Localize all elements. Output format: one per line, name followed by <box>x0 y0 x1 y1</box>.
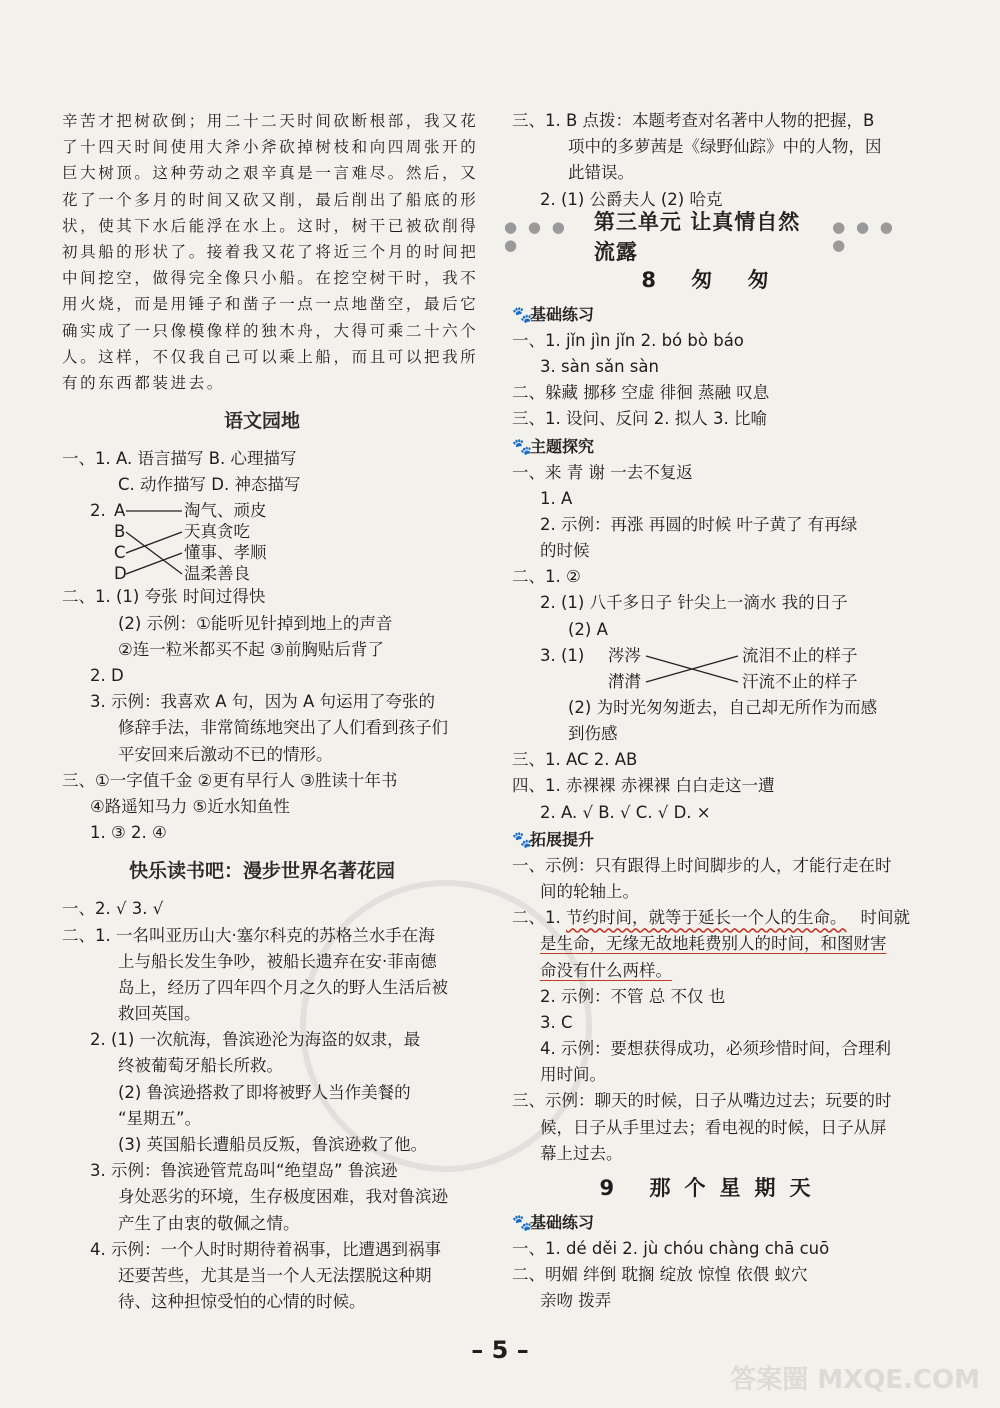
text-line: 状，使其下水后能浮在水上。这时，树干已被砍削得 <box>62 216 479 235</box>
question-number: 3. (1) <box>540 645 585 665</box>
answer-line: 幕上过去。 <box>540 1143 623 1163</box>
underlined-answer: 节约时间，就等于延长一个人的生命。 <box>566 908 847 928</box>
answer-line: 二、1. (1) 夸张 时间过得快 <box>62 587 266 607</box>
answer-line: 3. 示例：鲁滨逊管荒岛叫“绝望岛” 鲁滨逊 <box>90 1161 398 1181</box>
match-option: 天真贪吃 <box>184 522 250 542</box>
text-line: 人。这样，不仅我自己可以乘上船，而且可以把我所 <box>62 347 479 366</box>
match-letter: A <box>114 501 126 521</box>
match-letter: B <box>114 522 126 542</box>
answer-line: 三、1. AC 2. AB <box>512 750 638 770</box>
answer-line: 4. 示例：一个人时时期待着祸事，比遭遇到祸事 <box>90 1239 441 1259</box>
answer-line: 2. 示例：再涨 再圆的时候 叶子黄了 有再绿 <box>540 514 858 534</box>
answer-line: 1. ③ 2. ④ <box>90 823 167 843</box>
match-letter: C <box>114 543 126 563</box>
answer-line: 3. 示例：我喜欢 A 句，因为 A 句运用了夸张的 <box>90 692 436 712</box>
answer-line: 一、2. √ 3. √ <box>62 899 164 919</box>
answer-line: 4. 示例：要想获得成功，必须珍惜时间，合理利 <box>540 1039 891 1059</box>
matching-exercise <box>512 643 912 695</box>
answer-line: 此错误。 <box>568 163 634 183</box>
answer-line <box>512 958 912 984</box>
answer-line: 候，日子从手里过去；看电视的时候，日子从屏 <box>540 1117 887 1137</box>
answer-line: 二、躲藏 挪移 空虚 徘徊 蒸融 叹息 <box>512 383 770 403</box>
answer-line: 2. (1) 公爵夫人 (2) 哈克 <box>540 189 723 209</box>
text-line: 了十四天时间使用大斧小斧砍掉树枝和向四周张开的 <box>62 138 479 157</box>
answer-line: ②连一粒米都买不起 ③前胸贴后背了 <box>118 639 384 659</box>
answer-line: 2. 示例：不管 总 不仅 也 <box>540 986 726 1006</box>
matching-exercise <box>62 500 462 584</box>
match-option: 温柔善良 <box>184 564 250 584</box>
text-line: 辛苦才把树砍倒；用二十二天时间砍断根部，我又花 <box>62 112 479 130</box>
match-word: 涔涔 <box>608 645 641 665</box>
answer-line: 一、示例：只有跟得上时间脚步的人，才能行走在时 <box>512 855 892 875</box>
subsection-label: 拓展提升 <box>530 829 595 849</box>
answer-line: 2. (1) 八千多日子 针尖上一滴水 我的日子 <box>540 593 848 613</box>
answer-line: 二、1. 一名叫亚历山大·塞尔科克的苏格兰水手在海 <box>62 925 435 945</box>
match-option: 懂事、孝顺 <box>184 543 267 563</box>
answer-line <box>512 931 912 957</box>
answer-line: 终被葡萄牙船长所救。 <box>118 1056 283 1076</box>
kuaile-answers <box>62 896 462 1315</box>
answer-line: 三、示例：聊天的时候，日子从嘴边过去；玩要的时 <box>512 1091 892 1111</box>
answer-line: 三、1. 设问、反问 2. 拟人 3. 比喻 <box>512 409 767 429</box>
answer-line: C. 动作描写 D. 神态描写 <box>118 475 301 495</box>
text-line: 确实成了一只像模像样的独木舟，大得可乘二十六个 <box>62 321 479 340</box>
answer-line: 到伤感 <box>568 724 618 743</box>
answer-line: (2) 鲁滨逊搭救了即将被野人当作美餐的 <box>118 1082 411 1102</box>
underlined-answer: 命没有什么两样。 <box>540 960 672 980</box>
page-number: – 5 – <box>471 1336 529 1364</box>
answer-line: 待、这种担惊受怕的心情的时候。 <box>118 1292 366 1312</box>
answer-line: 2. A. √ B. √ C. √ D. × <box>540 802 711 822</box>
answer-line: 岛上，经历了四年四个月之久的野人生活后被 <box>118 977 448 997</box>
match-meaning: 汗流不止的样子 <box>742 671 858 691</box>
answer-line: ④路遥知马力 ⑤近水知鱼性 <box>90 796 290 816</box>
subsection-label: 基础练习 <box>530 304 595 324</box>
text-line: 花了一个多月的时间又砍又削，最后削出了船底的形 <box>62 190 479 209</box>
section-title-yuwen: 语文园地 <box>223 410 300 433</box>
answer-line: 3. sàn sǎn sàn <box>540 356 659 376</box>
dots-decoration-icon: ● ● ● ● <box>504 217 568 254</box>
answer-line: 四、1. 赤裸裸 赤裸裸 白白走这一遭 <box>512 776 775 796</box>
answer-line: 三、1. B 点拨：本题考查对名著中人物的把握，B <box>512 111 875 130</box>
match-word: 潸潸 <box>608 671 641 691</box>
answer-line: 上与船长发生争吵，被船长遗弃在安·菲南德 <box>118 951 437 971</box>
subsection-label: 主题探究 <box>530 436 595 456</box>
mingzhu-answers <box>512 108 912 213</box>
left-column <box>62 108 479 1315</box>
section-title-kuaile: 快乐读书吧：漫步世界名著花园 <box>128 860 395 883</box>
match-meaning: 流泪不止的样子 <box>742 645 858 665</box>
answer-line: 3. C <box>540 1012 573 1032</box>
answer-line <box>512 905 912 931</box>
answer-line: 1. A <box>540 488 573 508</box>
match-option: 淘气、顽皮 <box>184 501 267 521</box>
answer-line: 平安回来后激动不已的情形。 <box>118 744 333 764</box>
text-line: 用火烧，而是用锤子和凿子一点一点地凿空，最后它 <box>62 295 479 314</box>
answer-line: (3) 英国船长遭船员反叛，鲁滨逊救了他。 <box>118 1135 428 1154</box>
answer-line: (2) 为时光匆匆逝去，自己却无所作为而感 <box>568 697 878 717</box>
watermark-logo: 答案圈 MXQE.COM <box>730 1365 980 1395</box>
answer-line: 2. D <box>90 666 124 685</box>
unit-title: 第三单元 让真情自然流露 <box>593 209 801 264</box>
paw-icon: 🐾 <box>512 1213 532 1232</box>
right-column <box>504 108 912 1315</box>
story-excerpt <box>62 108 479 396</box>
answer-line: 一、1. jǐn jìn jǐn 2. bó bò báo <box>512 330 744 350</box>
subsection-label: 基础练习 <box>530 1213 595 1232</box>
unit-title-bar <box>504 209 912 264</box>
answer-line: 的时候 <box>540 541 590 561</box>
underlined-answer: 是生命，无缘无故地耗费别人的时间，和图财害 <box>540 934 887 954</box>
answer-line: 间的轮轴上。 <box>540 881 639 901</box>
subsection-jichu <box>512 301 912 328</box>
answer-line: “星期五”。 <box>118 1108 202 1128</box>
paw-icon: 🐾 <box>512 829 532 849</box>
subsection-jichu <box>512 1209 912 1236</box>
lesson-title-8: 8 匆 匆 <box>641 267 783 292</box>
dots-decoration-icon: ● ● ● ● <box>832 217 896 254</box>
answer-line: 救回英国。 <box>118 1004 201 1024</box>
answer-line: 二、1. ② <box>512 567 581 587</box>
text-line: 巨大树顶。这种劳动之艰辛真是一言难尽。然后，又 <box>62 164 479 183</box>
paw-icon: 🐾 <box>512 304 532 324</box>
answer-line: 用时间。 <box>540 1065 606 1085</box>
text-line: 有的东西都装进去。 <box>62 373 225 392</box>
answer-line: 2. (1) 一次航海，鲁滨逊沦为海盗的奴隶，最 <box>90 1030 421 1050</box>
answer-line: (2) A <box>568 619 608 639</box>
answer-line: 一、来 青 谢 一去不复返 <box>512 462 693 482</box>
subsection-zhuti <box>512 433 912 460</box>
answer-line: 二、明媚 绊倒 耽搁 绽放 惊惶 依偎 蚁穴 <box>512 1265 808 1285</box>
answer-line: 修辞手法，非常简练地突出了人们看到孩子们 <box>118 718 448 738</box>
text-line: 中间挖空，做得完全像只小船。在挖空树干时，我不 <box>62 269 479 288</box>
answer-line: 还要苦些，尤其是当一个人无法摆脱这种期 <box>118 1265 432 1285</box>
answer-line: 身处恶劣的环境，生存极度困难，我对鲁滨逊 <box>118 1187 448 1207</box>
answer-line: 一、1. A. 语言描写 B. 心理描写 <box>62 449 297 469</box>
match-letter: D <box>114 564 127 584</box>
answer-line: 项中的多萝茜是《绿野仙踪》中的人物，因 <box>568 137 882 157</box>
answer-line: (2) 示例：①能听见针掉到地上的声音 <box>118 613 393 633</box>
lesson-title-9: 9 那个星期天 <box>599 1176 825 1200</box>
answer-text: 时间就 <box>860 908 910 928</box>
answer-line: 产生了由衷的敬佩之情。 <box>118 1213 300 1233</box>
text-line: 初具船的形状了。接着我又花了将近三个月的时间把 <box>62 242 479 261</box>
answer-prefix: 二、1. <box>512 908 566 928</box>
answer-line: 三、①一字值千金 ②更有早行人 ③胜读十年书 <box>62 770 398 790</box>
subsection-tuozhan <box>512 826 912 853</box>
question-number: 2. <box>90 501 106 521</box>
yuwen-answers <box>62 446 462 846</box>
answer-line: 一、1. dé děi 2. jù chóu chàng chā cuō <box>512 1239 830 1258</box>
paw-icon: 🐾 <box>512 436 532 456</box>
answer-line: 亲吻 拨弄 <box>540 1291 612 1311</box>
